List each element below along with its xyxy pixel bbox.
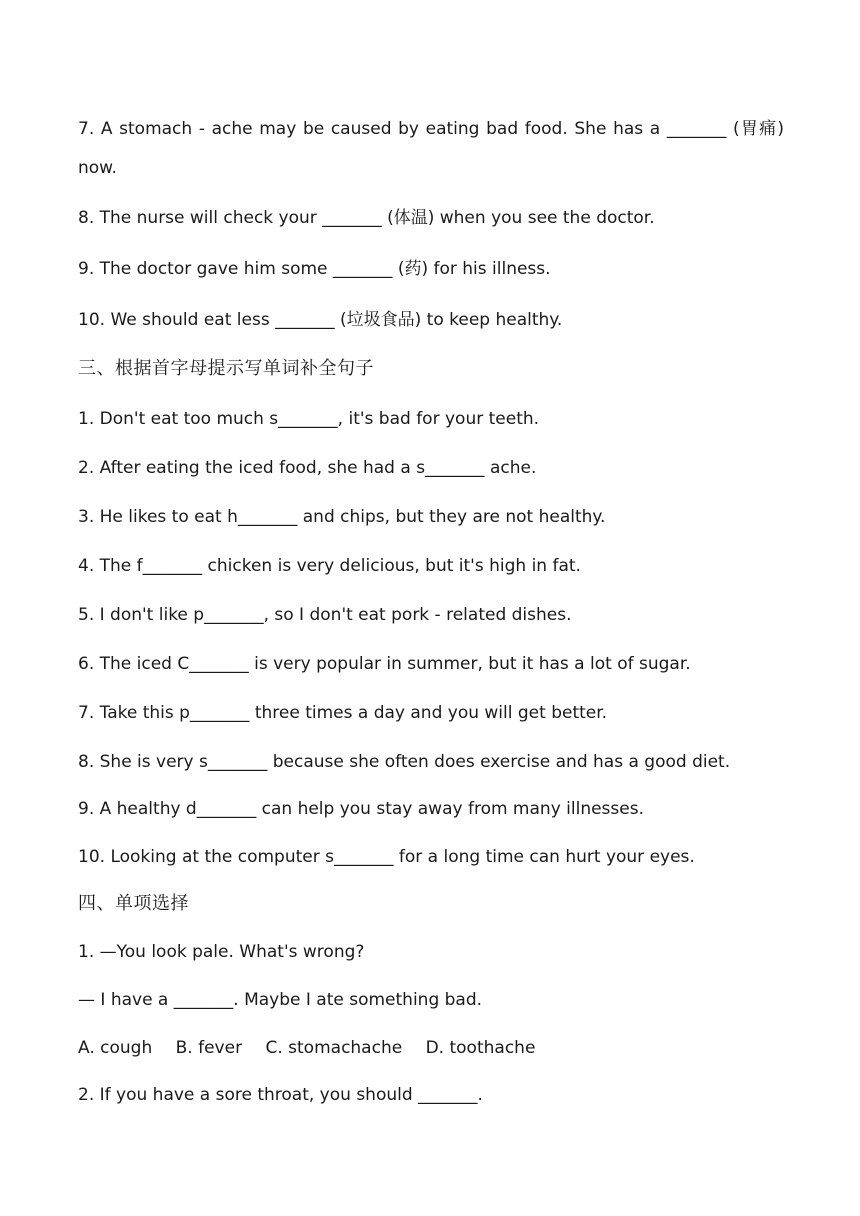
part3-question-4: 4. The f_______ chicken is very delicious, but it's high in fat. — [78, 556, 581, 576]
part2-q7-line2: now. — [78, 158, 117, 178]
option-c: C. stomachache — [265, 1038, 403, 1058]
part2-q10: 10. We should eat less _______ (垃圾食品) to keep healthy. — [78, 310, 563, 330]
part3-question-1: 1. Don't eat too much s_______, it's bad for your teeth. — [78, 409, 540, 429]
section-heading-part4: 四、单项选择 — [78, 893, 189, 914]
part4-question-1-reply: — I have a _______. Maybe I ate something bad. — [78, 990, 483, 1010]
option-b: B. fever — [175, 1038, 243, 1058]
part3-question-7: 7. Take this p_______ three times a day and you will get better. — [78, 703, 608, 723]
part2-q9: 9. The doctor gave him some _______ (药) for his illness. — [78, 259, 551, 279]
part3-question-9: 9. A healthy d_______ can help you stay away from many illnesses. — [78, 799, 644, 819]
section-heading-part3: 三、根据首字母提示写单词补全句子 — [78, 358, 374, 379]
option-a: A. cough — [78, 1038, 153, 1058]
part3-question-2: 2. After eating the iced food, she had a s_______ ache. — [78, 458, 537, 478]
part4-question-1-options — [78, 1036, 535, 1060]
option-d: D. toothache — [425, 1038, 536, 1058]
part4-question-2-prompt: 2. If you have a sore throat, you should _______. — [78, 1085, 483, 1105]
part3-question-5: 5. I don't like p_______, so I don't eat pork - related dishes. — [78, 605, 572, 625]
part4-question-1-prompt: 1. —You look pale. What's wrong? — [78, 942, 365, 962]
part3-question-3: 3. He likes to eat h_______ and chips, but they are not healthy. — [78, 507, 606, 527]
part2-q8: 8. The nurse will check your _______ (体温) when you see the doctor. — [78, 208, 655, 228]
part3-question-10: 10. Looking at the computer s_______ for a long time can hurt your eyes. — [78, 847, 695, 867]
part3-question-6: 6. The iced C_______ is very popular in summer, but it has a lot of sugar. — [78, 654, 691, 674]
part3-question-8: 8. She is very s_______ because she often does exercise and has a good diet. — [78, 752, 731, 772]
part2-q7-line1: 7. A stomach - ache may be caused by eating bad food. She has a _______ (胃痛) — [78, 119, 784, 139]
